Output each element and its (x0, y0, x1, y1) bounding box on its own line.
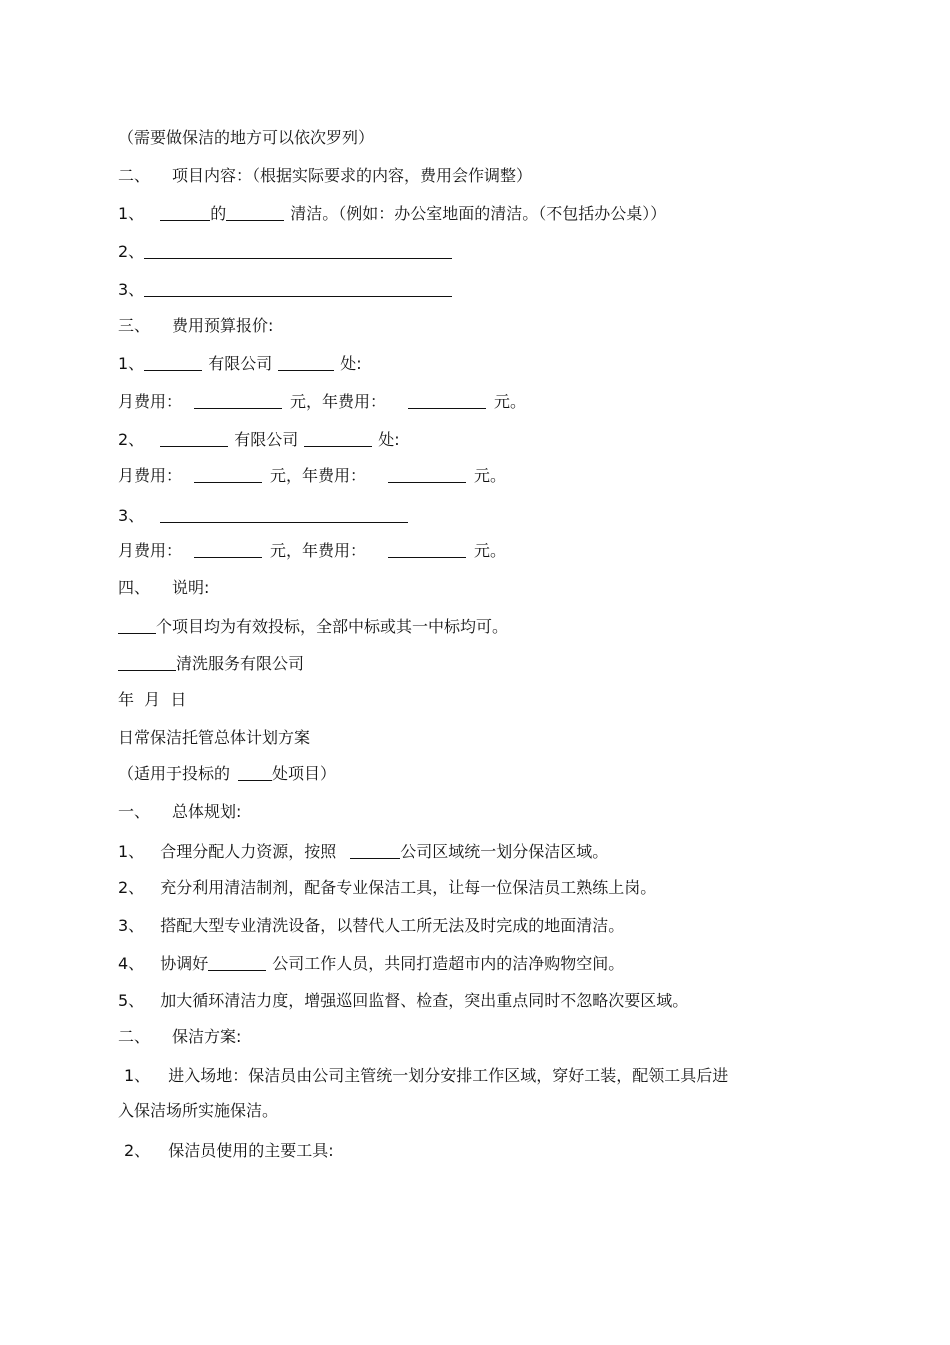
item-number: 1、 (124, 1066, 151, 1085)
text: 保洁员使用的主要工具: (168, 1141, 334, 1160)
fee-line-1 (118, 392, 526, 412)
item-number: 1、 (118, 842, 145, 861)
item-number: 3、 (118, 916, 145, 935)
budget-item-2 (118, 430, 400, 450)
blank-field (304, 430, 372, 447)
text: 处: (340, 354, 362, 373)
blank-field (194, 466, 262, 483)
item-number: 4、 (118, 954, 145, 973)
item-number: 3、 (118, 280, 145, 299)
text: 处项目） (272, 764, 337, 783)
blank-field (144, 280, 452, 297)
item-number: 2、 (118, 878, 145, 897)
label: 元，年费用： (290, 392, 387, 411)
item-number: 3、 (118, 506, 145, 525)
text: 合理分配人力资源，按照 (160, 842, 337, 861)
blank-field (226, 204, 284, 221)
section-number: 三、 (118, 316, 151, 335)
text: 清洗服务有限公司 (176, 654, 305, 673)
text: 有限公司 (208, 354, 273, 373)
item-number: 1、 (118, 354, 145, 373)
budget-item-1 (118, 354, 362, 374)
plan-item-4 (118, 954, 624, 974)
blank-field (194, 392, 282, 409)
item-number: 2、 (124, 1141, 151, 1160)
text: 年 月 日 (118, 690, 187, 709)
blank-field (408, 392, 486, 409)
text: 协调好 (160, 954, 209, 973)
section-title: 费用预算报价: (172, 316, 274, 335)
plan-title (118, 728, 310, 748)
heading-cleaning-plan (118, 1027, 241, 1047)
item-number: 2、 (118, 242, 145, 261)
heading-budget (118, 316, 273, 336)
plan-item-1 (118, 842, 608, 862)
item-1-cleaning (118, 204, 666, 224)
blank-field (388, 541, 466, 558)
item-number: 5、 (118, 991, 145, 1010)
text: 清洁。（例如：办公室地面的清洁。（不包括办公桌）） (290, 204, 667, 223)
text: 公司工作人员，共同打造超市内的洁净购物空间。 (272, 954, 625, 973)
budget-item-3 (118, 506, 408, 526)
text: 的 (210, 204, 227, 223)
label: 元。 (474, 541, 507, 560)
blank-field (160, 430, 228, 447)
label: 元。 (494, 392, 527, 411)
section-title: 说明: (172, 578, 210, 597)
blank-field (144, 354, 202, 371)
section-number: 二、 (118, 1027, 151, 1046)
cleaning-item-1-cont (118, 1101, 278, 1121)
text: （适用于投标的 (118, 764, 231, 783)
heading-notes (118, 578, 209, 598)
blank-field (160, 204, 210, 221)
text: 入保洁场所实施保洁。 (118, 1101, 279, 1120)
label: 月费用： (118, 392, 183, 411)
label: 元。 (474, 466, 507, 485)
plan-subtitle (118, 764, 336, 784)
plan-item-5 (118, 991, 688, 1011)
text: 处: (378, 430, 400, 449)
text: 日常保洁托管总体计划方案 (118, 728, 311, 747)
text: （需要做保洁的地方可以依次罗列） (118, 128, 375, 147)
section-number: 一、 (118, 802, 151, 821)
label: 月费用： (118, 466, 183, 485)
cleaning-item-2 (124, 1141, 334, 1161)
blank-field (118, 617, 156, 634)
plan-item-2 (118, 878, 656, 898)
blank-field (278, 354, 334, 371)
fee-line-3 (118, 541, 506, 561)
text: 公司区域统一划分保洁区域。 (400, 842, 609, 861)
item-number: 2、 (118, 430, 145, 449)
label: 元，年费用： (270, 541, 367, 560)
date-line (118, 690, 186, 710)
text: 进入场地：保洁员由公司主管统一划分安排工作区域，穿好工装，配领工具后进 (168, 1066, 729, 1085)
text: 有限公司 (234, 430, 299, 449)
label: 月费用： (118, 541, 183, 560)
cleaning-item-1 (124, 1066, 728, 1086)
section-number: 四、 (118, 578, 151, 597)
label: 元，年费用： (270, 466, 367, 485)
text: 个项目均为有效投标，全部中标或其一中标均可。 (156, 617, 509, 636)
section-number: 二、 (118, 166, 151, 185)
company-signature (118, 654, 304, 674)
section-title: 项目内容：（根据实际要求的内容，费用会作调整） (172, 166, 533, 185)
line-listing-note (118, 128, 374, 148)
blank-field (388, 466, 466, 483)
section-title: 总体规划: (172, 802, 242, 821)
item-3-blank (118, 280, 452, 300)
blank-field (194, 541, 262, 558)
heading-overall-plan (118, 802, 241, 822)
text: 充分利用清洁制剂，配备专业保洁工具，让每一位保洁员工熟练上岗。 (160, 878, 657, 897)
blank-field (208, 954, 266, 971)
blank-field (350, 842, 400, 859)
blank-field (238, 764, 272, 781)
blank-field (118, 654, 176, 671)
plan-item-3 (118, 916, 624, 936)
text: 搭配大型专业清洗设备，以替代人工所无法及时完成的地面清洁。 (160, 916, 625, 935)
text: 加大循环清洁力度，增强巡回监督、检查，突出重点同时不忽略次要区域。 (160, 991, 689, 1010)
fee-line-2 (118, 466, 506, 486)
item-2-blank (118, 242, 452, 262)
notes-line (118, 617, 508, 637)
item-number: 1、 (118, 204, 145, 223)
section-title: 保洁方案: (172, 1027, 242, 1046)
blank-field (160, 506, 408, 523)
heading-project-content (118, 166, 532, 186)
blank-field (144, 242, 452, 259)
